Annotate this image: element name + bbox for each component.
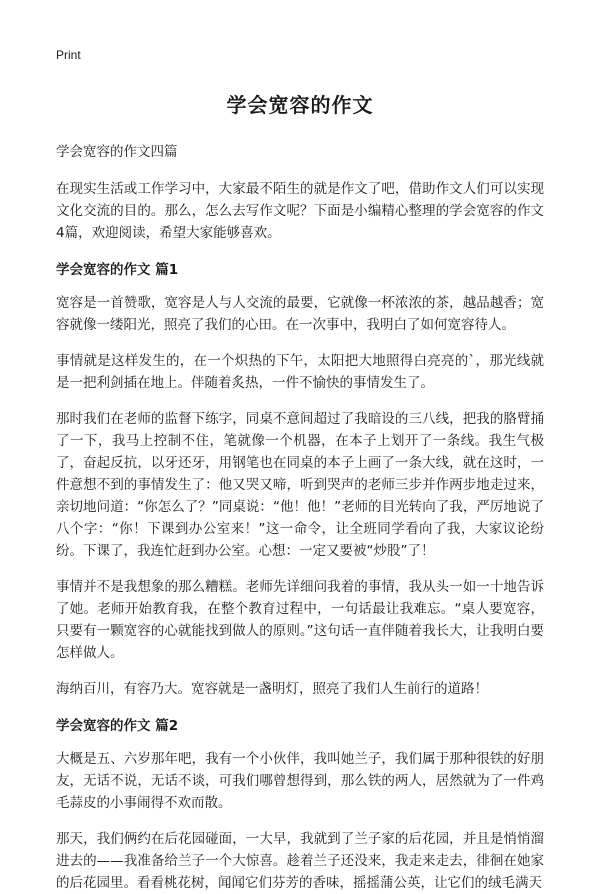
section1-paragraph: 事情并不是我想象的那么糟糕。老师先详细问我着的事情，我从头一如一十地告诉了她。老师开始教育我，在整个教育过程中，一句话最让我难忘。“桌人要宽容，只要有一颗宽容的心就能找到做人的原则。”这句话一直伴随着我长大，让我明白要怎样做人。 xyxy=(56,579,544,661)
section-heading-1: 学会宽容的作文 篇1 xyxy=(56,262,179,278)
intro-paragraph: 在现实生活或工作学习中，大家最不陌生的就是作文了吧，借助作文人们可以实现文化交流的目的。那么，怎么去写作文呢？下面是小编精心整理的学会宽容的作文4篇，欢迎阅读，希望大家能够喜欢。 xyxy=(56,181,544,241)
document-subtitle: 学会宽容的作文四篇 xyxy=(56,144,178,160)
section1-paragraph: 那时我们在老师的监督下练字，同桌不意间超过了我暗设的三八线，把我的胳臂捅了一下，我马上控制不住，笔就像一个机器，在本子上划开了一条线。我生气极了，奋起反抗，以牙还牙，用钢笔也在同桌的本子上画了一条大线，就在这时，一件意想不到的事情发生了：他又哭又啼，听到哭声的老师三步并作两步地走过来，亲切地问道：“你怎么了？”同桌说：“他！他！”老师的目光转向了我，严厉地说了八个字：“你！下课到办公室来！”这一命令，让全班同学看向了我，大家议论纷纷。下课了，我连忙赶到办公室。心想：一定又要被“炒股”了！ xyxy=(56,411,544,559)
page-title: 学会宽容的作文 xyxy=(226,93,374,117)
section2-paragraph: 大概是五、六岁那年吧，我有一个小伙伴，我叫她兰子，我们属于那种很铁的好朋友，无话不说，无话不谈，可我们哪曾想得到，那么铁的两人，居然就为了一件鸡毛蒜皮的小事闹得不欢而散。 xyxy=(56,751,544,811)
print-link[interactable]: Print xyxy=(56,48,81,62)
section-heading-2: 学会宽容的作文 篇2 xyxy=(56,718,179,734)
section2-paragraph: 那天，我们俩约在后花园碰面，一大早，我就到了兰子家的后花园，并且是悄悄溜进去的——我准备给兰子一个大惊喜。趁着兰子还没来，我走来走去，徘徊在她家的后花园里。看看桃花树，闻闻它们芬芳的香味，摇摇蒲公英，让它们的绒毛满天 xyxy=(56,831,544,891)
section1-paragraph: 海纳百川，有容乃大。宽容就是一盏明灯，照亮了我们人生前行的道路！ xyxy=(56,681,488,697)
section1-paragraph: 事情就是这样发生的，在一个炽热的下午，太阳把大地照得白亮亮的`，那光线就是一把利剑插在地上。伴随着炙热，一件不愉快的事情发生了。 xyxy=(56,353,544,391)
section1-paragraph: 宽容是一首赞歌，宽容是人与人交流的最要，它就像一杯浓浓的茶，越品越香；宽容就像一缕阳光，照亮了我们的心田。在一次事中，我明白了如何宽容待人。 xyxy=(56,295,544,333)
